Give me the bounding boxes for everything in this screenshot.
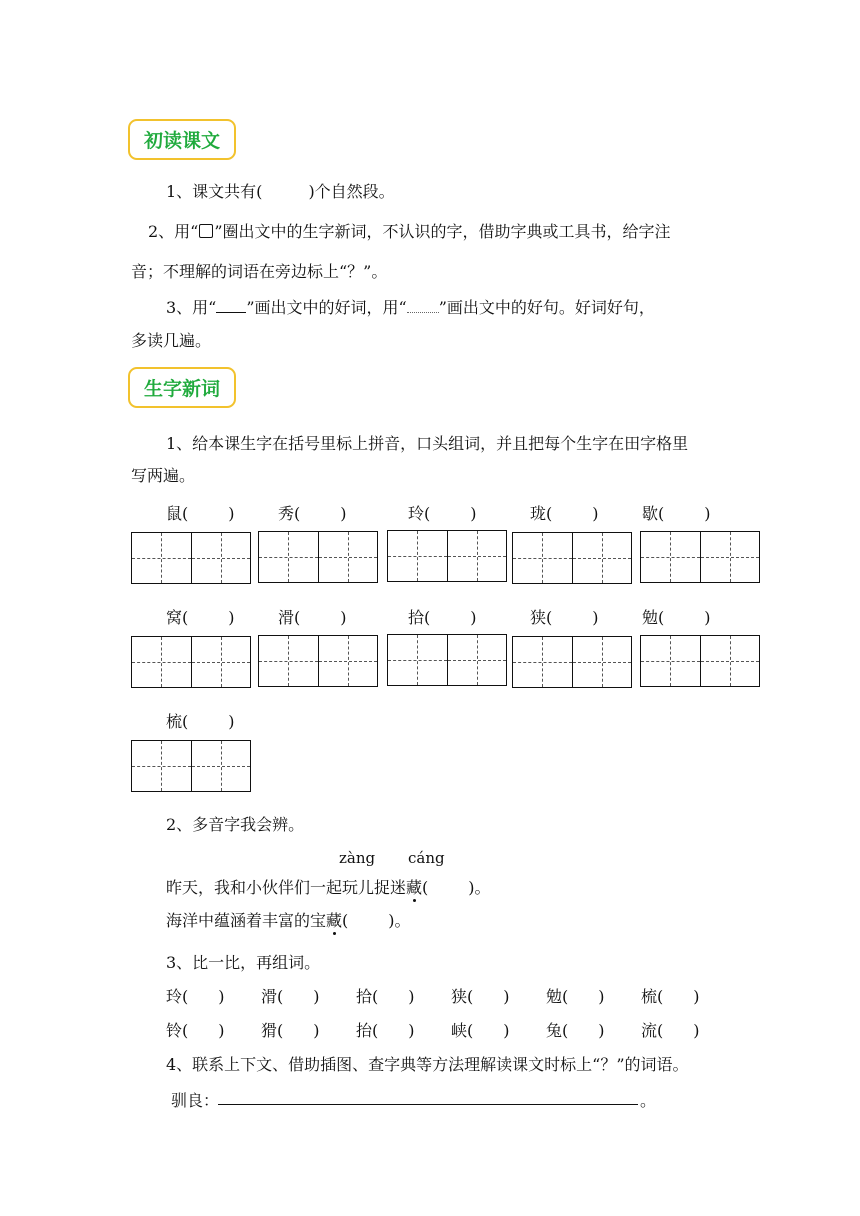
polyphone-sentence-2: 海洋中蕴涵着丰富的宝藏( )。 <box>166 911 411 930</box>
reading-q3-line2: 多读几遍。 <box>131 331 212 350</box>
compare-item: 猾( ) <box>261 1021 320 1040</box>
straight-underline-icon <box>216 298 246 313</box>
tianzige-grid <box>512 636 632 688</box>
pinyin-cang: cáng <box>408 849 445 867</box>
char-label: 拾( ) <box>408 608 477 627</box>
char-label: 勉( ) <box>642 608 711 627</box>
polyphone-sentence-1: 昨天，我和小伙伴们一起玩儿捉迷藏( )。 <box>166 878 491 897</box>
section-heading-reading: 初读课文 <box>128 119 236 160</box>
char-label: 狭( ) <box>530 608 599 627</box>
tianzige-grid <box>131 740 251 792</box>
section-heading-words: 生字新词 <box>128 367 236 408</box>
char-label: 窝( ) <box>166 608 235 627</box>
compare-item: 峡( ) <box>451 1021 510 1040</box>
char-label: 鼠( ) <box>166 504 235 523</box>
compare-item: 梳( ) <box>641 987 700 1006</box>
compare-item: 拾( ) <box>356 987 415 1006</box>
tianzige-grid <box>387 530 507 582</box>
compare-item: 流( ) <box>641 1021 700 1040</box>
term-label: 驯良： <box>171 1091 220 1110</box>
tianzige-grid <box>131 532 251 584</box>
char-label: 梳( ) <box>166 712 235 731</box>
char-label: 秀( ) <box>278 504 347 523</box>
reading-q2-line1: 2、用“ ”圈出文中的生字新词，不认识的字，借助字典或工具书，给字注 <box>148 222 671 241</box>
pinyin-zang: zàng <box>339 849 376 867</box>
words-q2-title: 2、多音字我会辨。 <box>166 815 305 834</box>
square-box-icon <box>199 224 213 238</box>
compare-item: 勉( ) <box>546 987 605 1006</box>
tianzige-grid <box>512 532 632 584</box>
char-label: 滑( ) <box>278 608 347 627</box>
tianzige-grid <box>258 635 378 687</box>
char-label: 珑( ) <box>530 504 599 523</box>
answer-line[interactable] <box>218 1104 638 1105</box>
tianzige-grid <box>387 634 507 686</box>
tianzige-grid <box>640 635 760 687</box>
compare-item: 铃( ) <box>166 1021 225 1040</box>
compare-item: 滑( ) <box>261 987 320 1006</box>
tianzige-grid <box>131 636 251 688</box>
reading-q1: 1、课文共有( )个自然段。 <box>166 182 395 201</box>
compare-item: 兔( ) <box>546 1021 605 1040</box>
words-q1-line1: 1、给本课生字在括号里标上拼音，口头组词，并且把每个生字在田字格里 <box>166 434 689 453</box>
reading-q2-line2: 音；不理解的词语在旁边标上“？”。 <box>131 262 388 281</box>
compare-item: 狭( ) <box>451 987 510 1006</box>
term-end: 。 <box>640 1091 657 1110</box>
reading-q3-line1: 3、用“ ”画出文中的好词，用“ ”画出文中的好句。好词好句， <box>166 298 655 317</box>
char-label: 歇( ) <box>642 504 711 523</box>
wavy-underline-icon <box>407 298 439 313</box>
compare-item: 抬( ) <box>356 1021 415 1040</box>
words-q4-title: 4、联系上下文、借助插图、查字典等方法理解读课文时标上“？”的词语。 <box>166 1055 689 1074</box>
words-q1-line2: 写两遍。 <box>131 466 196 485</box>
words-q3-title: 3、比一比，再组词。 <box>166 953 321 972</box>
char-label: 玲( ) <box>408 504 477 523</box>
compare-item: 玲( ) <box>166 987 225 1006</box>
tianzige-grid <box>258 531 378 583</box>
tianzige-grid <box>640 531 760 583</box>
